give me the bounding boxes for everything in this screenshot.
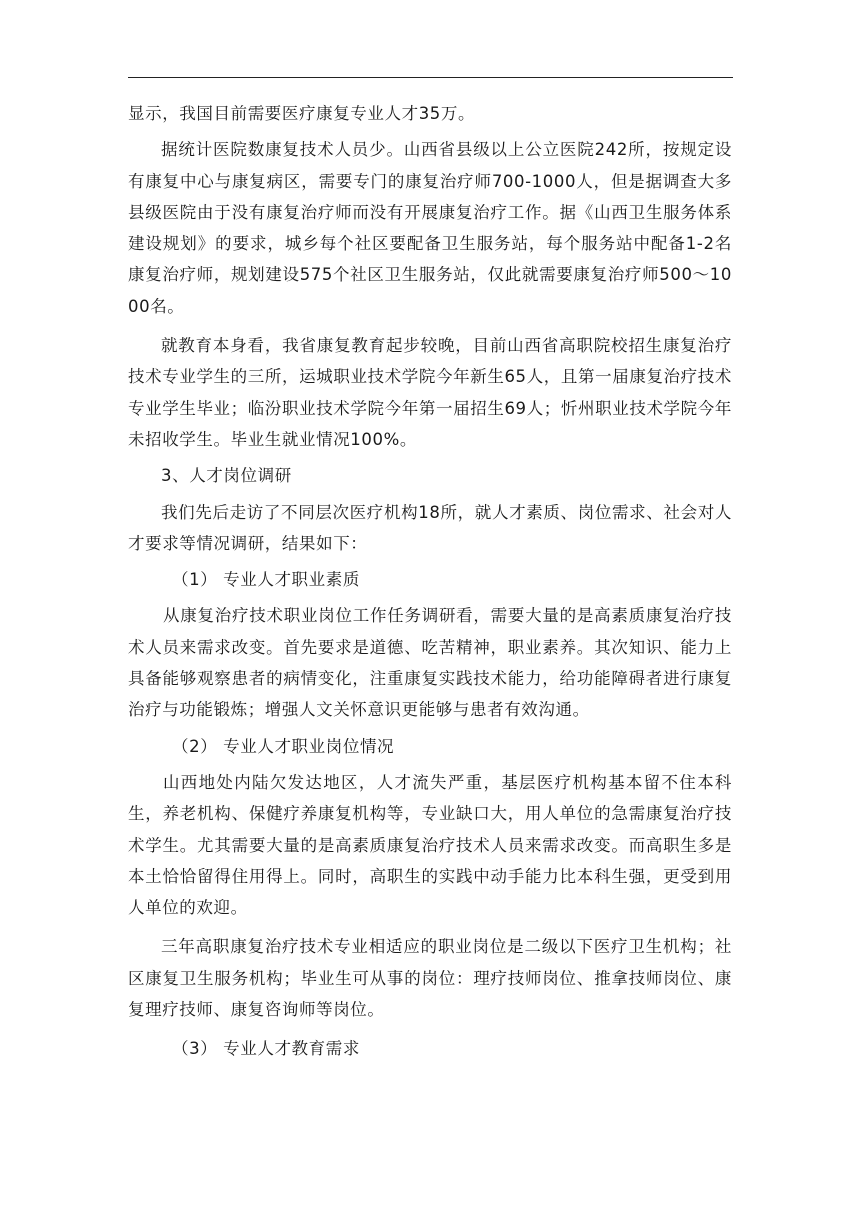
subheading-2: （2） 专业人才职业岗位情况 — [172, 736, 395, 756]
paragraph-6: 山西地处内陆欠发达地区，人才流失严重，基层医疗机构基本留不住本科生，养老机构、保健疗养康复机构等，专业缺口大，用人单位的急需康复治疗技术学生。尤其需要大量的是高素质康复治疗技术人员来需求改变。而高职生多是本土恰恰留得住用得上。同时，高职生的实践中动手能力比本科生强，更受到用人单位的欢迎。 — [128, 772, 732, 918]
paragraph-3: 就教育本身看，我省康复教育起步较晚，目前山西省高职院校招生康复治疗技术专业学生的三所，运城职业技术学院今年新生65人，且第一届康复治疗技术专业学生毕业；临汾职业技术学院今年第一届招生69人；忻州职业技术学院今年未招收学生。毕业生就业情况100%。 — [128, 336, 732, 449]
paragraph-7: 三年高职康复治疗技术专业相适应的职业岗位是二级以下医疗卫生机构；社区康复卫生服务机构；毕业生可从事的岗位：理疗技师岗位、推拿技师岗位、康复理疗技师、康复咨询师等岗位。 — [128, 937, 732, 1020]
subheading-1: （1） 专业人才职业素质 — [172, 570, 360, 590]
document-body — [128, 98, 732, 1065]
subheading-3: （3） 专业人才教育需求 — [172, 1039, 360, 1059]
paragraph-1: 显示，我国目前需要医疗康复专业人才35万。 — [128, 104, 476, 123]
paragraph-5: 从康复治疗技术职业岗位工作任务调研看，需要大量的是高素质康复治疗技术人员来需求改变。首先要求是道德、吃苦精神，职业素养。其次知识、能力上具备能够观察患者的病情变化，注重康复实践技术能力，给功能障碍者进行康复治疗与功能锻炼；增强人文关怀意识更能够与患者有效沟通。 — [128, 606, 732, 720]
paragraph-2: 据统计医院数康复技术人员少。山西省县级以上公立医院242所，按规定设有康复中心与康复病区，需要专门的康复治疗师700-1000人，但是据调查大多县级医院由于没有康复治疗师而没有开展康复治疗工作。据《山西卫生服务体系建设规划》的要求，城乡每个社区要配备卫生服务站，每个服务站中配备1-2名康复治疗师，规划建设575个社区卫生服务站，仅此就需要康复治疗师500～1000名。 — [128, 140, 732, 316]
header-rule — [128, 77, 733, 78]
paragraph-4: 我们先后走访了不同层次医疗机构18所，就人才素质、岗位需求、社会对人才要求等情况调研，结果如下： — [128, 502, 732, 553]
section-heading-3: 3、人才岗位调研 — [161, 466, 292, 486]
